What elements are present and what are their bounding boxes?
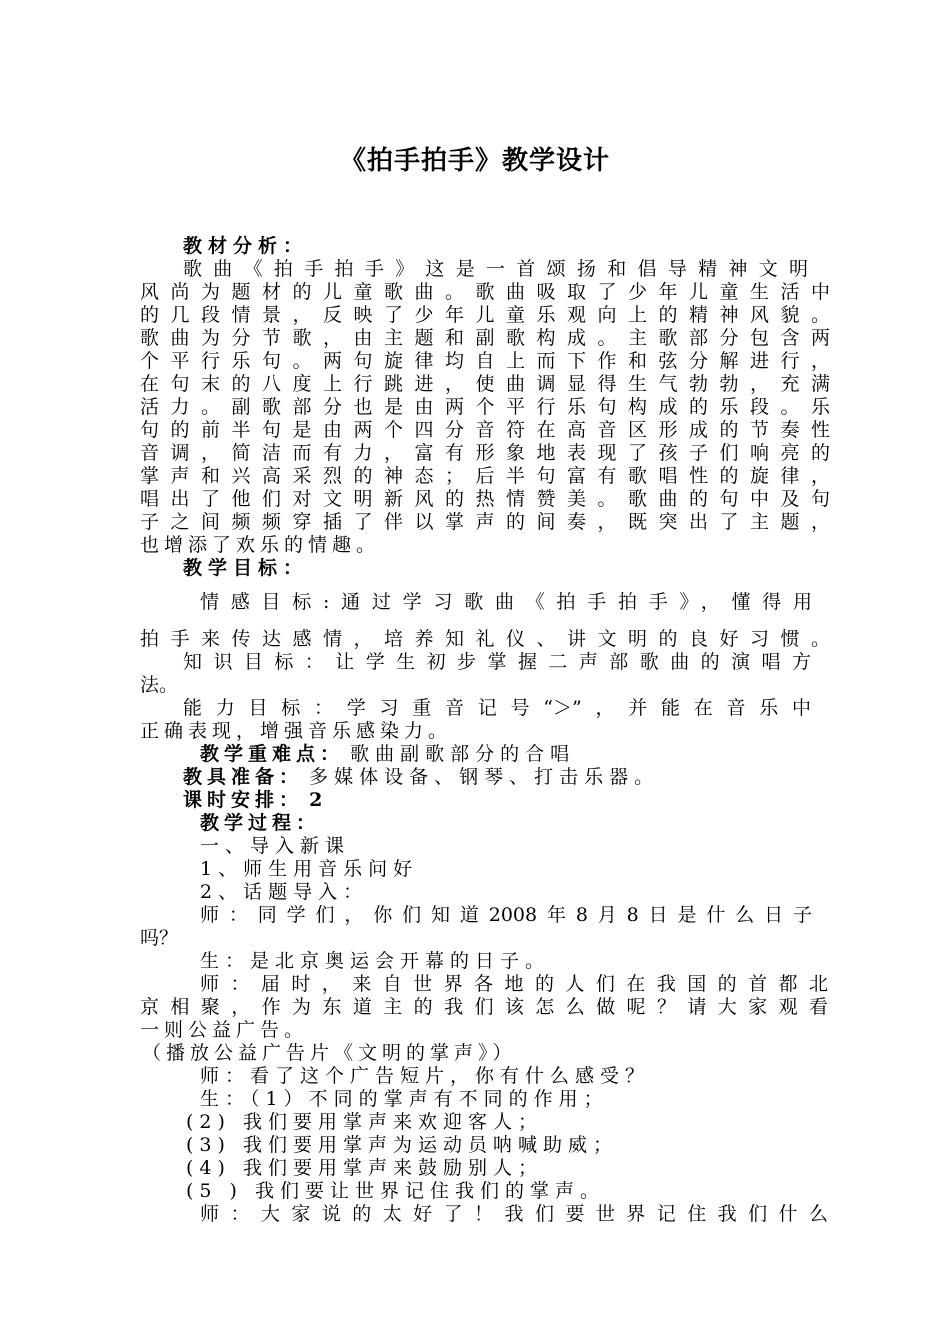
- analysis-line: 风尚为题材的儿童歌曲。歌曲吸取了少年儿童生活中: [140, 281, 830, 303]
- analysis-line: 在句末的八度上行跳进，使曲调显得生气勃勃，充满: [140, 373, 830, 395]
- process-line: 师：届时，来自世界各地的人们在我国的首都北: [200, 973, 828, 995]
- knowledge-goal: 法。: [140, 674, 179, 696]
- analysis-line: 歌曲为分节歌，由主题和副歌构成。主歌部分包含两: [140, 327, 830, 349]
- schedule: [183, 788, 483, 812]
- process-line: 一则公益广告。: [140, 1019, 309, 1041]
- process-line: 2、话题导入：: [200, 881, 369, 903]
- ability-goal: 能力目标：学习重音记号“＞”，并能在音乐中: [183, 697, 811, 719]
- analysis-line: 句的前半句是由两个四分音符在高音区形成的节奏性: [140, 419, 830, 441]
- process-line: (2) 我们要用掌声来欢迎客人；: [186, 1111, 543, 1133]
- analysis-line: 的几段情景，反映了少年儿童乐观向上的精神风貌。: [140, 304, 830, 326]
- page-title: 《拍手拍手》教学设计: [339, 146, 610, 176]
- emotion-goal: 情感目标:通过学习歌曲《拍手拍手》，懂得用: [200, 591, 812, 613]
- analysis-line: 唱出了他们对文明新风的热情赞美。歌曲的句中及句: [140, 488, 830, 510]
- ability-goal: 正确表现，增强音乐感染力。: [140, 720, 453, 742]
- analysis-line: 个平行乐句。两句旋律均自上而下作和弦分解进行，: [140, 350, 830, 372]
- schedule-label: 课时安排：: [183, 789, 304, 811]
- analysis-line: 掌声和兴高采烈的神态；后半句富有歌唱性的旋律，: [140, 465, 830, 487]
- analysis-line: 也增添了欢乐的情趣。: [140, 534, 381, 556]
- tools-label: 教具准备：: [183, 766, 304, 788]
- key-points-value: 歌曲副歌部分的合唱: [350, 743, 576, 765]
- knowledge-goal: 知识目标：让学生初步掌握二声部歌曲的演唱方: [183, 651, 811, 673]
- process-line: 师：看了这个广告短片，你有什么感受？: [200, 1065, 651, 1087]
- process-line: 1、师生用音乐问好: [200, 858, 419, 880]
- emotion-goal: 拍手来传达感情，培养知礼仪、讲文明的良好习惯。: [140, 628, 830, 650]
- key-points: [200, 742, 700, 766]
- process-line: 一、导入新课: [200, 835, 351, 857]
- process-line: 吗？: [140, 927, 179, 949]
- analysis-line: 活力。副歌部分也是由两个平行乐句构成的乐段。乐: [140, 396, 830, 418]
- analysis-line: 音调，简洁而有力，富有形象地表现了孩子们响亮的: [140, 442, 830, 464]
- process-line: 生：（1）不同的掌声有不同的作用；: [200, 1088, 609, 1110]
- tools: [183, 765, 803, 789]
- schedule-value: 2: [309, 789, 323, 811]
- analysis-line: 子之间频频穿插了伴以掌声的间奏，既突出了主题，: [140, 511, 830, 533]
- key-points-label: 教学重难点：: [200, 743, 345, 765]
- process-line: （播放公益广告片《文明的掌声》）: [142, 1042, 517, 1064]
- process-line: 师：同学们，你们知道2008年8月8日是什么日子: [200, 904, 812, 926]
- process-line: 生：是北京奥运会开幕的日子。: [200, 950, 551, 972]
- process-line: (5 ) 我们要让世界记住我们的掌声。: [186, 1180, 605, 1202]
- analysis-line: 歌曲《拍手拍手》这是一首颂扬和倡导精神文明: [183, 258, 808, 280]
- process-line: 京相聚，作为东道主的我们该怎么做呢？请大家观看: [140, 996, 828, 1018]
- process-line: 师：大家说的太好了！我们要世界记住我们什么: [200, 1203, 828, 1225]
- process-heading: 教学过程：: [200, 812, 321, 834]
- goals-heading: 教学目标：: [183, 557, 309, 579]
- process-line: (3) 我们要用掌声为运动员呐喊助威；: [186, 1134, 618, 1156]
- tools-value: 多媒体设备、钢琴、打击乐器。: [309, 766, 660, 788]
- process-line: (4) 我们要用掌声来鼓励别人；: [186, 1157, 543, 1179]
- analysis-heading: 教材分析：: [183, 235, 309, 257]
